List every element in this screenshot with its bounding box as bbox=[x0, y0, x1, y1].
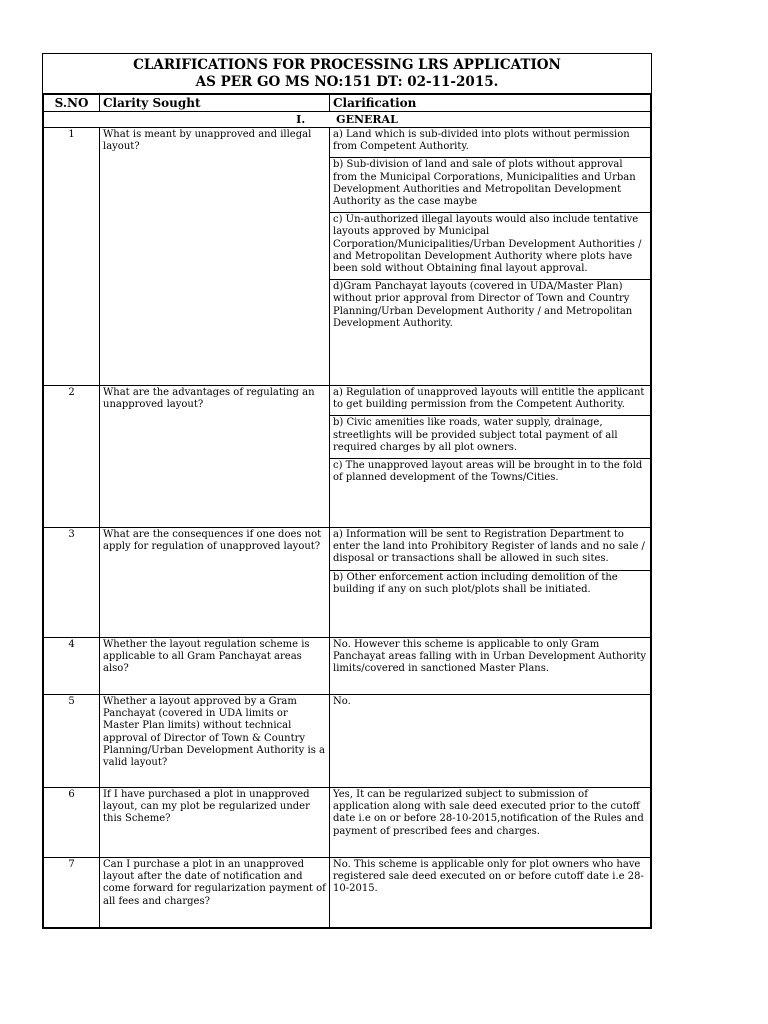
document-sheet bbox=[42, 53, 652, 929]
table-header-row bbox=[44, 95, 651, 112]
row-question: What are the consequences if one does not apply for regulation of unapproved layout? bbox=[100, 528, 330, 638]
clarification-item: b) Sub-division of land and sale of plots without approval from the Municipal Corporations, Municipalities and Urban Development Authorities and Metropolitan Development Authority as the case maybe bbox=[330, 158, 650, 213]
row-sno: 6 bbox=[44, 788, 100, 858]
row-sno: 1 bbox=[44, 128, 100, 386]
row-clarification bbox=[330, 788, 651, 858]
clarification-item: No. However this scheme is applicable to only Gram Panchayat areas falling with in Urban Development Authority limits/covered in sanctioned Master Plans. bbox=[333, 639, 647, 675]
row-sno: 3 bbox=[44, 528, 100, 638]
clarification-item: a) Regulation of unapproved layouts will entitle the applicant to get building permission from the Competent Authority. bbox=[330, 386, 650, 416]
table-row bbox=[44, 788, 651, 858]
section-heading bbox=[44, 112, 651, 128]
row-sno: 5 bbox=[44, 695, 100, 788]
row-sno: 7 bbox=[44, 858, 100, 928]
table-row bbox=[44, 528, 651, 638]
title-line-2: AS PER GO MS NO:151 DT: 02-11-2015. bbox=[195, 74, 499, 90]
clarification-item: b) Civic amenities like roads, water supply, drainage, streetlights will be provided subject total payment of all required charges by all plot owners. bbox=[330, 416, 650, 459]
row-sno: 2 bbox=[44, 386, 100, 528]
section-label: GENERAL bbox=[336, 113, 398, 126]
title-line-1: CLARIFICATIONS FOR PROCESSING LRS APPLICATION bbox=[133, 57, 561, 73]
row-clarification bbox=[330, 858, 651, 928]
clarification-item: No. This scheme is applicable only for plot owners who have registered sale deed executed on or before cutoff date i.e 28-10-2015. bbox=[333, 859, 644, 895]
header-sno: S.NO bbox=[44, 95, 100, 112]
header-clarification: Clarification bbox=[330, 95, 651, 112]
clarification-item: a) Land which is sub-divided into plots without permission from Competent Authority. bbox=[330, 128, 650, 158]
row-question: What are the advantages of regulating an unapproved layout? bbox=[100, 386, 330, 528]
row-sno: 4 bbox=[44, 638, 100, 695]
clarification-item: a) Information will be sent to Registration Department to enter the land into Prohibitory Register of lands and no sale / disposal or transactions shall be allowed in such sites. bbox=[330, 528, 650, 571]
clarification-item: d)Gram Panchayat layouts (covered in UDA/Master Plan) without prior approval from Director of Town and Country Planning/Urban Development Authority / and Metropolitan Development Authority. bbox=[333, 281, 633, 329]
clarification-item: Yes, It can be regularized subject to submission of application along with sale deed executed prior to the cutoff date i.e on or before 28-10-2015,notification of the Rules and payment of prescribed fees and charges. bbox=[333, 789, 644, 837]
clarification-item: c) The unapproved layout areas will be brought in to the fold of planned development of the Towns/Cities. bbox=[333, 460, 643, 484]
table-row bbox=[44, 128, 651, 386]
table-row bbox=[44, 386, 651, 528]
row-clarification bbox=[330, 638, 651, 695]
section-numeral: I. bbox=[296, 113, 306, 126]
row-question: If I have purchased a plot in unapproved layout, can my plot be regularized under this Scheme? bbox=[100, 788, 330, 858]
row-clarification bbox=[330, 128, 651, 386]
row-question: Whether a layout approved by a Gram Panchayat (covered in UDA limits or Master Plan limits) without technical approval of Director of Town & Country Planning/Urban Development Authority is a valid layout? bbox=[100, 695, 330, 788]
row-clarification bbox=[330, 528, 651, 638]
clarification-item: c) Un-authorized illegal layouts would also include tentative layouts approved by Municipal Corporation/Municipalities/Urban Development Authorities / and Metropolitan Development Authority where plots have been sold without Obtaining final layout approval. bbox=[330, 213, 650, 280]
table-row bbox=[44, 695, 651, 788]
clarifications-table bbox=[43, 94, 651, 928]
row-question: Whether the layout regulation scheme is applicable to all Gram Panchayat areas also? bbox=[100, 638, 330, 695]
row-clarification bbox=[330, 695, 651, 788]
document-title bbox=[43, 54, 651, 94]
clarification-item: b) Other enforcement action including demolition of the building if any on such plot/plots shall be initiated. bbox=[333, 571, 618, 595]
section-row bbox=[44, 112, 651, 128]
header-clarity-sought: Clarity Sought bbox=[100, 95, 330, 112]
table-row bbox=[44, 858, 651, 928]
row-question: What is meant by unapproved and illegal layout? bbox=[100, 128, 330, 386]
row-question: Can I purchase a plot in an unapproved layout after the date of notification and come forward for regularization payment of all fees and charges? bbox=[100, 858, 330, 928]
row-clarification bbox=[330, 386, 651, 528]
table-row bbox=[44, 638, 651, 695]
clarification-item: No. bbox=[333, 696, 351, 707]
